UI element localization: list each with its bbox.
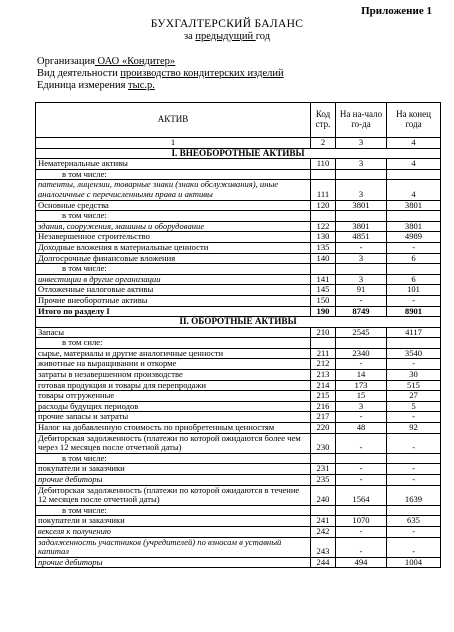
table-row <box>36 485 441 505</box>
row-start-value: 3 <box>336 180 387 200</box>
row-code: 110 <box>311 159 336 170</box>
table-row <box>36 359 441 370</box>
row-end-value: 6 <box>387 274 441 285</box>
row-start-value: 3801 <box>336 200 387 211</box>
row-code: 122 <box>311 221 336 232</box>
column-number: 4 <box>387 138 441 149</box>
row-label: прочие дебиторы <box>36 475 311 486</box>
row-end-value: - <box>387 412 441 423</box>
row-label: Незавершенное строительство <box>36 232 311 243</box>
header-asset: АКТИВ <box>36 103 311 138</box>
row-start-value: 14 <box>336 370 387 381</box>
row-end-value: 3801 <box>387 200 441 211</box>
row-start-value: 2545 <box>336 327 387 338</box>
row-label: Прочие внеоборотные активы <box>36 295 311 306</box>
row-code: 235 <box>311 475 336 486</box>
header-start: На на-чало го-да <box>336 103 387 138</box>
row-start-value: - <box>336 537 387 557</box>
table-row <box>36 338 441 349</box>
row-label: товары отгруженные <box>36 391 311 402</box>
table-row <box>36 180 441 200</box>
table-row <box>36 232 441 243</box>
row-code: 214 <box>311 380 336 391</box>
activity-value: производство кондитерских изделий <box>120 68 284 79</box>
table-row <box>36 211 441 222</box>
row-code: 211 <box>311 348 336 359</box>
row-end-value: 1639 <box>387 485 441 505</box>
row-end-value <box>387 264 441 275</box>
row-code: 243 <box>311 537 336 557</box>
section-row <box>36 317 441 328</box>
column-number-row <box>36 138 441 149</box>
row-start-value: - <box>336 464 387 475</box>
period-value: предыдущий <box>195 31 256 42</box>
row-start-value: 3 <box>336 274 387 285</box>
row-end-value: 5 <box>387 401 441 412</box>
row-label: Нематериальные активы <box>36 159 311 170</box>
row-label: прочие запасы и затраты <box>36 412 311 423</box>
table-row <box>36 391 441 402</box>
row-label: здания, сооружения, машины и оборудование <box>36 221 311 232</box>
row-end-value: 635 <box>387 516 441 527</box>
table-row <box>36 537 441 557</box>
row-start-value: - <box>336 295 387 306</box>
row-end-value: 515 <box>387 380 441 391</box>
row-label: покупатели и заказчики <box>36 464 311 475</box>
row-start-value: 1070 <box>336 516 387 527</box>
row-code: 213 <box>311 370 336 381</box>
table-row <box>36 169 441 180</box>
table-row <box>36 401 441 412</box>
row-start-value: - <box>336 242 387 253</box>
row-end-value <box>387 338 441 349</box>
table-row <box>36 242 441 253</box>
table-row <box>36 159 441 170</box>
row-start-value: - <box>336 526 387 537</box>
table-row <box>36 505 441 516</box>
row-label: в том силе: <box>36 338 311 349</box>
row-end-value <box>387 211 441 222</box>
period-suffix: год <box>255 31 271 42</box>
section-title: I. ВНЕОБОРОТНЫЕ АКТИВЫ <box>36 148 441 159</box>
table-row <box>36 295 441 306</box>
row-code <box>311 505 336 516</box>
row-label: в том числе: <box>36 453 311 464</box>
row-label: Налог на добавленную стоимость по приобретенным ценностям <box>36 423 311 434</box>
row-start-value <box>336 264 387 275</box>
row-end-value: 30 <box>387 370 441 381</box>
row-end-value: - <box>387 475 441 486</box>
row-end-value: 4117 <box>387 327 441 338</box>
table-row <box>36 423 441 434</box>
row-code: 141 <box>311 274 336 285</box>
row-start-value: 91 <box>336 285 387 296</box>
row-start-value: 8749 <box>336 306 387 317</box>
row-code: 220 <box>311 423 336 434</box>
table-row <box>36 412 441 423</box>
row-code: 111 <box>311 180 336 200</box>
row-label: сырье, материалы и другие аналогичные ценности <box>36 348 311 359</box>
table-row <box>36 285 441 296</box>
row-label: патенты, лицензии, товарные знаки (знаки обслуживания), иные аналогичные с перечисленными права и активы <box>36 180 311 200</box>
row-label: прочие дебиторы <box>36 557 311 568</box>
row-label: в том числе: <box>36 169 311 180</box>
row-end-value: - <box>387 359 441 370</box>
table-row <box>36 380 441 391</box>
row-label: Отложенные налоговые активы <box>36 285 311 296</box>
row-end-value: 1004 <box>387 557 441 568</box>
row-end-value <box>387 505 441 516</box>
activity-label: Вид деятельности <box>37 68 118 79</box>
table-row <box>36 464 441 475</box>
row-start-value: 15 <box>336 391 387 402</box>
row-start-value <box>336 169 387 180</box>
table-row <box>36 221 441 232</box>
row-code: 140 <box>311 253 336 264</box>
organization-value: ОАО «Кондитер» <box>94 56 176 67</box>
row-start-value: 2340 <box>336 348 387 359</box>
row-start-value: 494 <box>336 557 387 568</box>
row-label: покупатели и заказчики <box>36 516 311 527</box>
unit-line <box>37 80 155 92</box>
header-end: На конец года <box>387 103 441 138</box>
table-row <box>36 200 441 211</box>
header-code: Код стр. <box>311 103 336 138</box>
row-end-value: 4 <box>387 159 441 170</box>
row-start-value <box>336 453 387 464</box>
table-row <box>36 557 441 568</box>
row-start-value: 4851 <box>336 232 387 243</box>
column-number: 1 <box>36 138 311 149</box>
document-period <box>0 31 454 42</box>
row-start-value: - <box>336 359 387 370</box>
row-label: задолженность участников (учредителей) по взносам в уставный капитал <box>36 537 311 557</box>
row-code: 216 <box>311 401 336 412</box>
row-code: 241 <box>311 516 336 527</box>
table-row <box>36 274 441 285</box>
row-label: в том числе: <box>36 505 311 516</box>
row-start-value: 3 <box>336 253 387 264</box>
table-row <box>36 370 441 381</box>
row-label: животные на выращивании и откорме <box>36 359 311 370</box>
row-code <box>311 169 336 180</box>
row-start-value: 3801 <box>336 221 387 232</box>
row-start-value: 3 <box>336 401 387 412</box>
document-title: БУХГАЛТЕРСКИЙ БАЛАНС <box>150 18 304 30</box>
row-end-value: - <box>387 526 441 537</box>
row-start-value <box>336 505 387 516</box>
row-end-value: 3801 <box>387 221 441 232</box>
table-header-row <box>36 103 441 138</box>
row-label: в том числе: <box>36 264 311 275</box>
section-title: II. ОБОРОТНЫЕ АКТИВЫ <box>36 317 441 328</box>
row-label: Запасы <box>36 327 311 338</box>
row-code <box>311 453 336 464</box>
unit-label: Единица измерения <box>37 80 126 91</box>
row-start-value: 1564 <box>336 485 387 505</box>
period-prefix: за <box>183 31 196 42</box>
row-start-value <box>336 211 387 222</box>
row-code: 145 <box>311 285 336 296</box>
row-label: векселя к получению <box>36 526 311 537</box>
table-row <box>36 453 441 464</box>
row-end-value: - <box>387 464 441 475</box>
row-code: 244 <box>311 557 336 568</box>
row-code: 215 <box>311 391 336 402</box>
row-code <box>311 211 336 222</box>
row-start-value: 173 <box>336 380 387 391</box>
row-end-value: - <box>387 242 441 253</box>
row-label: Итого по разделу I <box>36 306 311 317</box>
row-end-value: 6 <box>387 253 441 264</box>
row-label: Основные средства <box>36 200 311 211</box>
row-label: в том числе: <box>36 211 311 222</box>
row-code <box>311 264 336 275</box>
unit-value: тыс.р. <box>128 80 155 91</box>
row-end-value: 3540 <box>387 348 441 359</box>
table-row <box>36 306 441 317</box>
row-code: 242 <box>311 526 336 537</box>
column-number: 2 <box>311 138 336 149</box>
row-end-value: 4 <box>387 180 441 200</box>
row-code <box>311 338 336 349</box>
row-code: 190 <box>311 306 336 317</box>
row-start-value: 48 <box>336 423 387 434</box>
table-row <box>36 526 441 537</box>
appendix-label: Приложение 1 <box>361 5 432 17</box>
row-code: 120 <box>311 200 336 211</box>
row-start-value: - <box>336 475 387 486</box>
row-code: 212 <box>311 359 336 370</box>
row-code: 150 <box>311 295 336 306</box>
row-code: 210 <box>311 327 336 338</box>
row-end-value: 8901 <box>387 306 441 317</box>
organization-line <box>37 56 175 68</box>
table-row <box>36 264 441 275</box>
row-start-value: - <box>336 412 387 423</box>
row-end-value: - <box>387 295 441 306</box>
row-label: затраты в незавершенном производстве <box>36 370 311 381</box>
row-label: инвестиции в другие организации <box>36 274 311 285</box>
row-label: Дебиторская задолженность (платежи по которой ожидаются в течение 12 месяцев после отчетной даты) <box>36 485 311 505</box>
row-end-value: 27 <box>387 391 441 402</box>
row-label: Долгосрочные финансовые вложения <box>36 253 311 264</box>
balance-table <box>35 102 441 568</box>
row-start-value: 3 <box>336 159 387 170</box>
column-number: 3 <box>336 138 387 149</box>
row-end-value: - <box>387 433 441 453</box>
row-end-value: 92 <box>387 423 441 434</box>
row-end-value: 101 <box>387 285 441 296</box>
row-end-value: - <box>387 537 441 557</box>
row-label: Доходные вложения в материальные ценности <box>36 242 311 253</box>
row-code: 230 <box>311 433 336 453</box>
row-end-value: 4989 <box>387 232 441 243</box>
row-code: 130 <box>311 232 336 243</box>
table-row <box>36 327 441 338</box>
row-label: расходы будущих периодов <box>36 401 311 412</box>
table-row <box>36 475 441 486</box>
row-start-value: - <box>336 433 387 453</box>
activity-line <box>37 68 284 80</box>
organization-label: Организация <box>37 56 95 67</box>
section-row <box>36 148 441 159</box>
row-label: Дебиторская задолженность (платежи по которой ожидаются более чем через 12 месяцев после отчетной даты) <box>36 433 311 453</box>
row-label: готовая продукция и товары для перепродажи <box>36 380 311 391</box>
row-end-value <box>387 453 441 464</box>
row-end-value <box>387 169 441 180</box>
row-code: 135 <box>311 242 336 253</box>
row-code: 240 <box>311 485 336 505</box>
row-code: 231 <box>311 464 336 475</box>
row-code: 217 <box>311 412 336 423</box>
table-row <box>36 253 441 264</box>
row-start-value <box>336 338 387 349</box>
table-row <box>36 516 441 527</box>
table-row <box>36 348 441 359</box>
table-row <box>36 433 441 453</box>
